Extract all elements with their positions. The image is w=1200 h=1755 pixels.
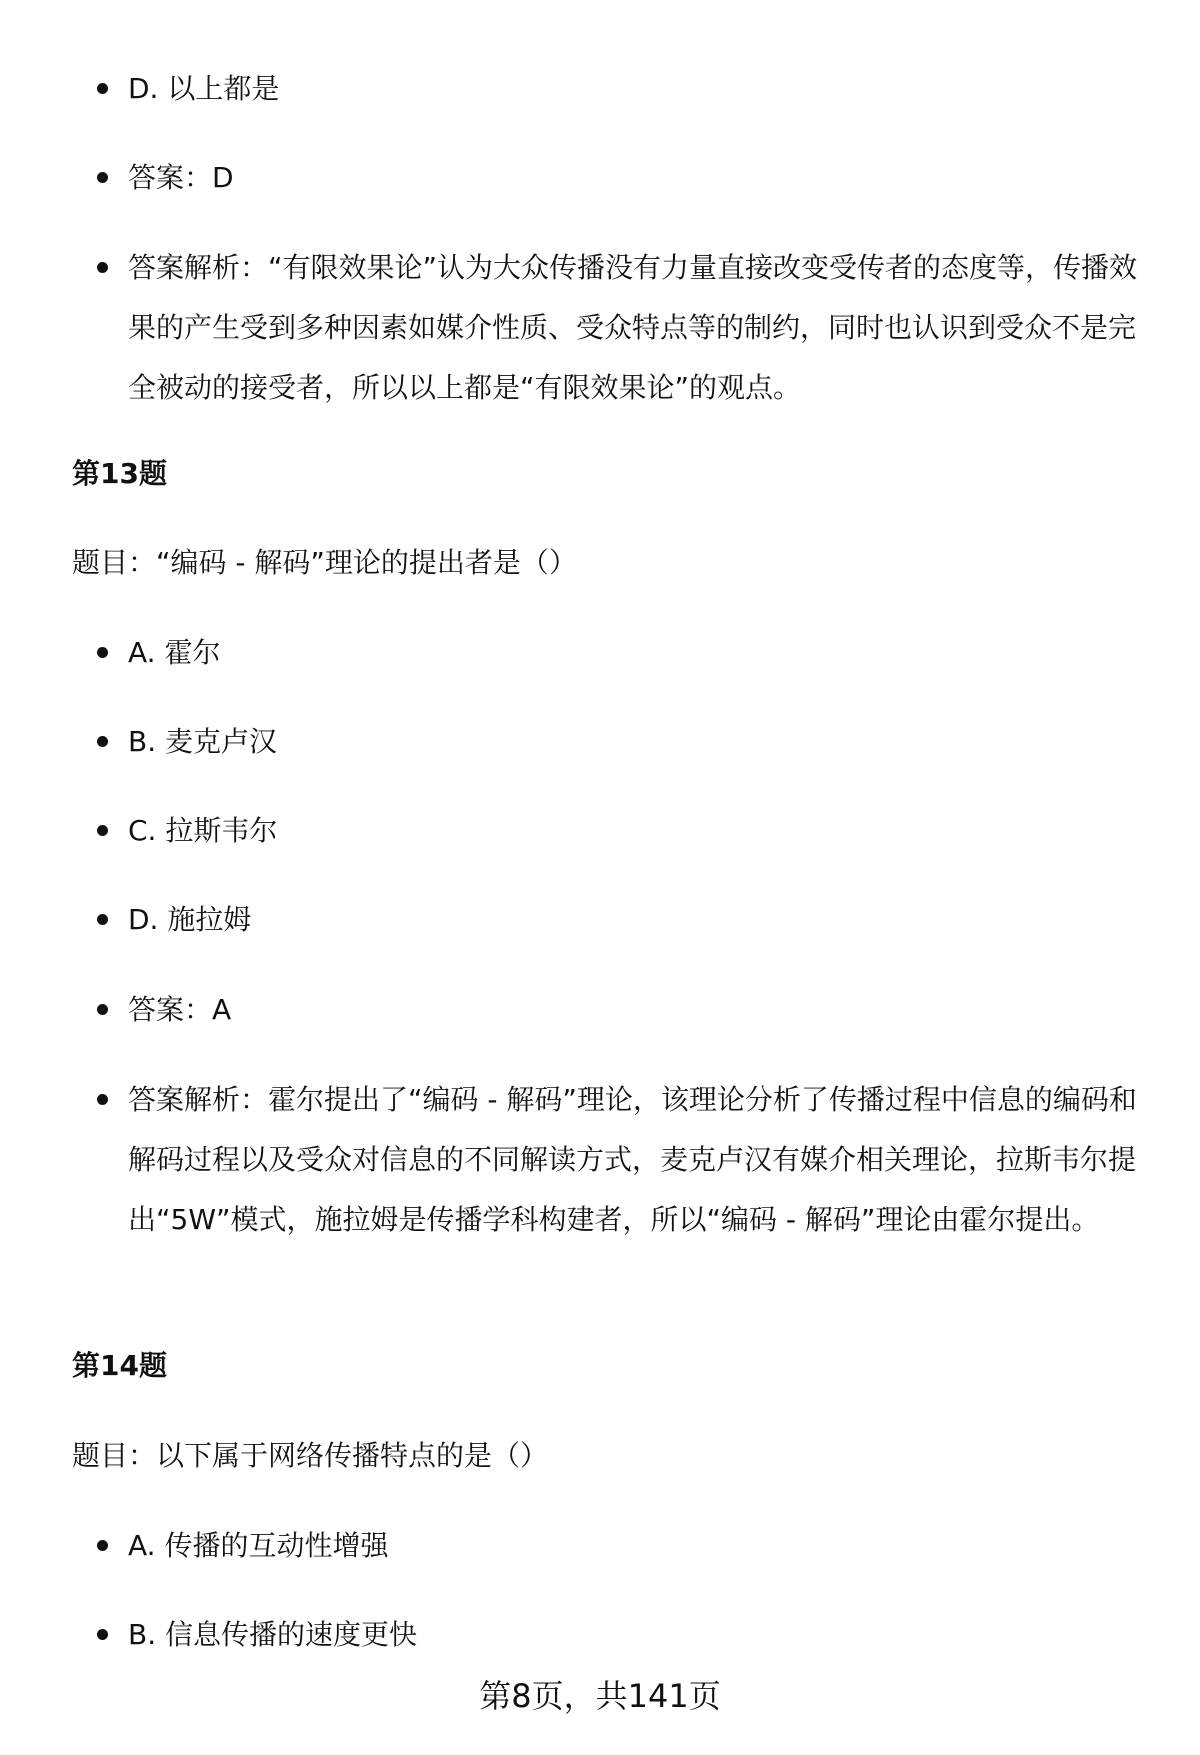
q12-analysis: [97, 238, 1147, 418]
bullet-icon: [97, 1629, 108, 1640]
q13-option-b: [97, 712, 1147, 772]
q13-option-c: [97, 801, 1147, 861]
analysis-text: 答案解析：霍尔提出了“编码 - 解码”理论，该理论分析了传播过程中信息的编码和解码过程以及受众对信息的不同解读方式，麦克卢汉有媒介相关理论，拉斯韦尔提出“5W”模式，施拉姆是传播学科构建者，所以“编码 - 解码”理论由霍尔提出。: [128, 1083, 1137, 1236]
option-text: C. 拉斯韦尔: [128, 814, 278, 847]
q14-option-a: [97, 1516, 1147, 1576]
option-text: D. 以上都是: [128, 72, 280, 105]
q13-stem: 题目：“编码 - 解码”理论的提出者是（）: [72, 546, 577, 579]
q12-answer: [97, 148, 1147, 208]
q14-stem: 题目：以下属于网络传播特点的是（）: [72, 1439, 549, 1472]
q14-heading: 第14题: [72, 1349, 167, 1382]
q13-answer: [97, 980, 1147, 1040]
bullet-icon: [97, 736, 108, 747]
bullet-icon: [97, 83, 108, 94]
page-number: 第8页，共141页: [479, 1677, 721, 1715]
option-text: D. 施拉姆: [128, 903, 252, 936]
q13-option-a: [97, 623, 1147, 683]
q13-option-d: [97, 890, 1147, 950]
option-text: B. 麦克卢汉: [128, 725, 278, 758]
analysis-text: 答案解析：“有限效果论”认为大众传播没有力量直接改变受传者的态度等，传播效果的产生受到多种因素如媒介性质、受众特点等的制约，同时也认识到受众不是完全被动的接受者，所以以上都是“有限效果论”的观点。: [128, 251, 1138, 404]
bullet-icon: [97, 1540, 108, 1551]
q13-heading: 第13题: [72, 457, 167, 490]
bullet-icon: [97, 1094, 108, 1105]
q13-analysis: [97, 1070, 1147, 1250]
bullet-icon: [97, 1004, 108, 1015]
q12-option-d: [97, 59, 1147, 119]
answer-text: 答案：A: [128, 993, 232, 1026]
bullet-icon: [97, 825, 108, 836]
option-text: A. 霍尔: [128, 636, 221, 669]
option-text: B. 信息传播的速度更快: [128, 1618, 418, 1651]
bullet-icon: [97, 262, 108, 273]
q14-option-b: [97, 1605, 1147, 1665]
bullet-icon: [97, 172, 108, 183]
bullet-icon: [97, 647, 108, 658]
bullet-icon: [97, 914, 108, 925]
option-text: A. 传播的互动性增强: [128, 1529, 389, 1562]
answer-text: 答案：D: [128, 161, 234, 194]
